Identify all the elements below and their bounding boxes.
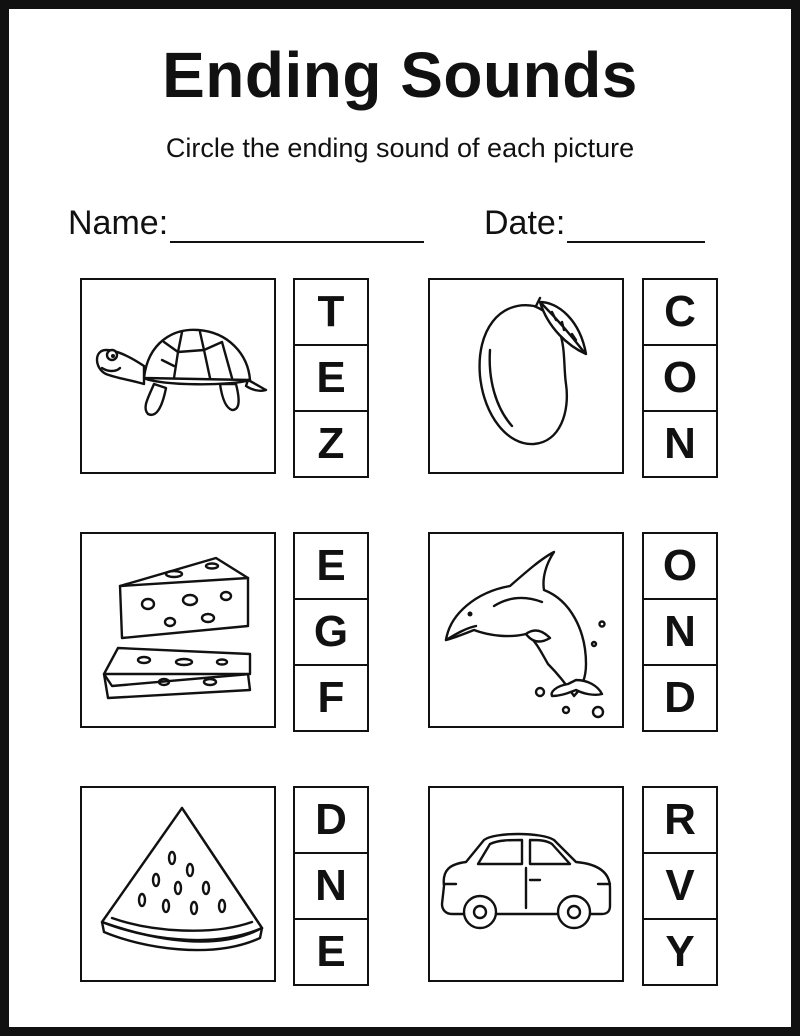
letter-option[interactable]: G <box>295 600 367 666</box>
letter-option[interactable]: E <box>316 927 346 976</box>
instruction-text: Circle the ending sound of each picture <box>165 133 635 163</box>
letter-options-6 <box>642 786 718 986</box>
letter-option[interactable]: F <box>317 673 345 722</box>
letter-option[interactable]: R <box>644 788 716 854</box>
watermelon-icon <box>82 788 274 980</box>
date-field[interactable] <box>484 204 705 243</box>
letter-option[interactable]: E <box>295 534 367 600</box>
name-field[interactable] <box>68 204 424 243</box>
letter-option[interactable]: O <box>644 534 716 600</box>
letter-option[interactable]: D <box>664 673 696 722</box>
picture-box-dolphin <box>428 532 624 728</box>
page-title: Ending Sounds <box>162 39 638 111</box>
mango-icon <box>430 280 622 472</box>
car-icon <box>430 788 622 980</box>
picture-box-turtle <box>80 278 276 474</box>
letter-option[interactable]: V <box>644 854 716 920</box>
letter-option[interactable]: N <box>295 854 367 920</box>
letter-options-2 <box>642 278 718 478</box>
letter-option[interactable]: E <box>295 346 367 412</box>
name-label: Name: <box>68 204 169 242</box>
picture-box-watermelon <box>80 786 276 982</box>
dolphin-icon <box>430 534 622 726</box>
letter-option[interactable]: C <box>644 280 716 346</box>
letter-options-5 <box>293 786 369 986</box>
picture-box-car <box>428 786 624 982</box>
letter-options-1 <box>293 278 369 478</box>
letter-option[interactable]: T <box>295 280 367 346</box>
date-label: Date: <box>484 204 566 242</box>
cheese-icon <box>82 534 274 726</box>
letter-option[interactable]: O <box>644 346 716 412</box>
letter-option[interactable]: Y <box>665 927 695 976</box>
letter-option[interactable]: D <box>295 788 367 854</box>
letter-option[interactable]: Z <box>317 419 345 468</box>
letter-option[interactable]: N <box>664 419 696 468</box>
picture-box-cheese <box>80 532 276 728</box>
turtle-icon <box>82 280 274 472</box>
letter-options-4 <box>642 532 718 732</box>
picture-box-mango <box>428 278 624 474</box>
letter-option[interactable]: N <box>644 600 716 666</box>
letter-options-3 <box>293 532 369 732</box>
date-line[interactable] <box>567 207 705 243</box>
name-line[interactable] <box>170 207 424 243</box>
